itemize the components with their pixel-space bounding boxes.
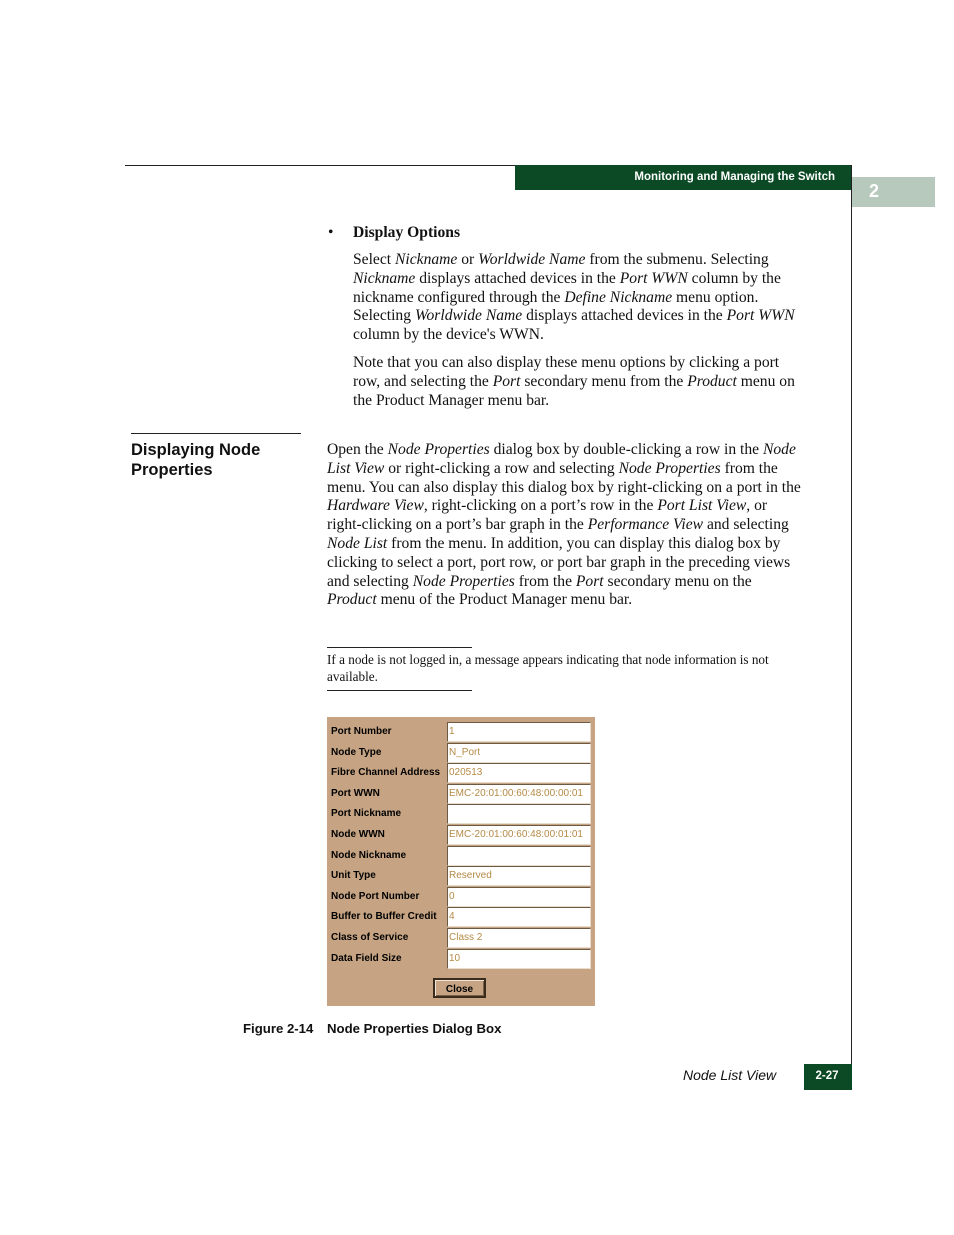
- field-label: Node Port Number: [331, 890, 420, 902]
- field-label: Port Nickname: [331, 808, 402, 820]
- section-heading-rule: [131, 433, 301, 434]
- unit-type-field[interactable]: Reserved: [447, 866, 591, 886]
- node-wwn-field[interactable]: EMC-20:01:00:60:48:00:01:01: [447, 825, 591, 845]
- field-label: Node Nickname: [331, 849, 407, 861]
- field-row-node-port-number: [327, 887, 595, 908]
- field-label: Buffer to Buffer Credit: [331, 911, 437, 923]
- display-options-paragraph-2: Note that you can also display these menu options by clicking a port row, and selecting the Port secondary menu from the Product menu on the Product Manager menu bar.: [353, 354, 795, 409]
- field-label: Port Number: [331, 726, 392, 737]
- page-margin-rule: [851, 165, 852, 1090]
- display-options-heading: Display Options: [353, 224, 461, 241]
- port-number-field[interactable]: 1: [447, 722, 591, 742]
- field-label: Fibre Channel Address: [331, 767, 441, 779]
- field-label: Node Type: [331, 746, 382, 758]
- field-row-unit-type: [327, 866, 595, 887]
- section-heading: Displaying Node Properties: [131, 441, 261, 479]
- close-button[interactable]: Close: [433, 978, 486, 998]
- footer-page-box: [804, 1064, 852, 1090]
- footer-section-name: Node List View: [683, 1067, 777, 1083]
- bullet-marker: •: [328, 224, 334, 241]
- data-field-size-field[interactable]: 10: [447, 949, 591, 969]
- field-label: Port WWN: [331, 787, 380, 799]
- class-of-service-field[interactable]: Class 2: [447, 928, 591, 948]
- port-nickname-field[interactable]: [447, 804, 591, 824]
- node-nickname-field[interactable]: [447, 846, 591, 866]
- port-wwn-field[interactable]: EMC-20:01:00:60:48:00:00:01: [447, 784, 591, 804]
- chapter-tab: [852, 177, 935, 207]
- figure-title: Node Properties Dialog Box: [327, 1021, 502, 1036]
- field-label: Data Field Size: [331, 952, 402, 964]
- note-rule-bottom: [327, 690, 472, 691]
- figure-caption: [243, 1021, 501, 1036]
- node-type-field[interactable]: N_Port: [447, 743, 591, 763]
- note-text: If a node is not logged in, a message appears indicating that node information is not available.: [327, 652, 769, 684]
- field-row-buffer-to-buffer-credit: [327, 907, 595, 928]
- field-row-fibre-channel-address: [327, 763, 595, 784]
- note-rule-top: [327, 647, 472, 648]
- field-row-node-wwn: [327, 825, 595, 846]
- display-options-paragraph-1: Select Nickname or Worldwide Name from the submenu. Selecting Nickname displays attached devices in the Port WWN column by the nickname configured through the Define Nickname menu option. Selecting Worldwide Name displays attached devices in the Port WWN column by the device's WWN.: [353, 251, 795, 344]
- running-header-title: Monitoring and Managing the Switch: [634, 171, 835, 183]
- buffer-to-buffer-credit-field[interactable]: 4: [447, 907, 591, 927]
- node-properties-dialog: [327, 717, 595, 1006]
- chapter-number: 2: [869, 181, 880, 201]
- field-row-class-of-service: [327, 928, 595, 949]
- field-row-port-wwn: [327, 784, 595, 805]
- field-row-data-field-size: [327, 949, 595, 970]
- field-row-port-number: [327, 722, 595, 743]
- field-label: Node WWN: [331, 829, 385, 840]
- field-label: Unit Type: [331, 870, 376, 882]
- section-body-paragraph: Open the Node Properties dialog box by double-clicking a row in the Node List View or right-clicking a row and selecting Node Properties from the menu. You can also display this dialog box by right-clicking on a port in the Hardware View, right-clicking on a port’s row in the Port List View, or right-clicking on a port’s bar graph in the Performance View and selecting Node List from the menu. In addition, you can display this dialog box by clicking to select a port, port row, or port bar graph in the preceding views and selecting Node Properties from the Port secondary menu on the Product menu of the Product Manager menu bar.: [327, 441, 801, 609]
- figure-number: Figure 2-14: [243, 1021, 314, 1036]
- field-row-node-type: [327, 743, 595, 764]
- running-header-bar: [515, 165, 852, 190]
- header-rule: [125, 165, 516, 166]
- page-number: 2-27: [815, 1070, 839, 1082]
- node-port-number-field[interactable]: 0: [447, 887, 591, 907]
- field-row-node-nickname: [327, 846, 595, 867]
- field-label: Class of Service: [331, 932, 409, 943]
- field-row-port-nickname: [327, 804, 595, 825]
- fibre-channel-address-field[interactable]: 020513: [447, 763, 591, 783]
